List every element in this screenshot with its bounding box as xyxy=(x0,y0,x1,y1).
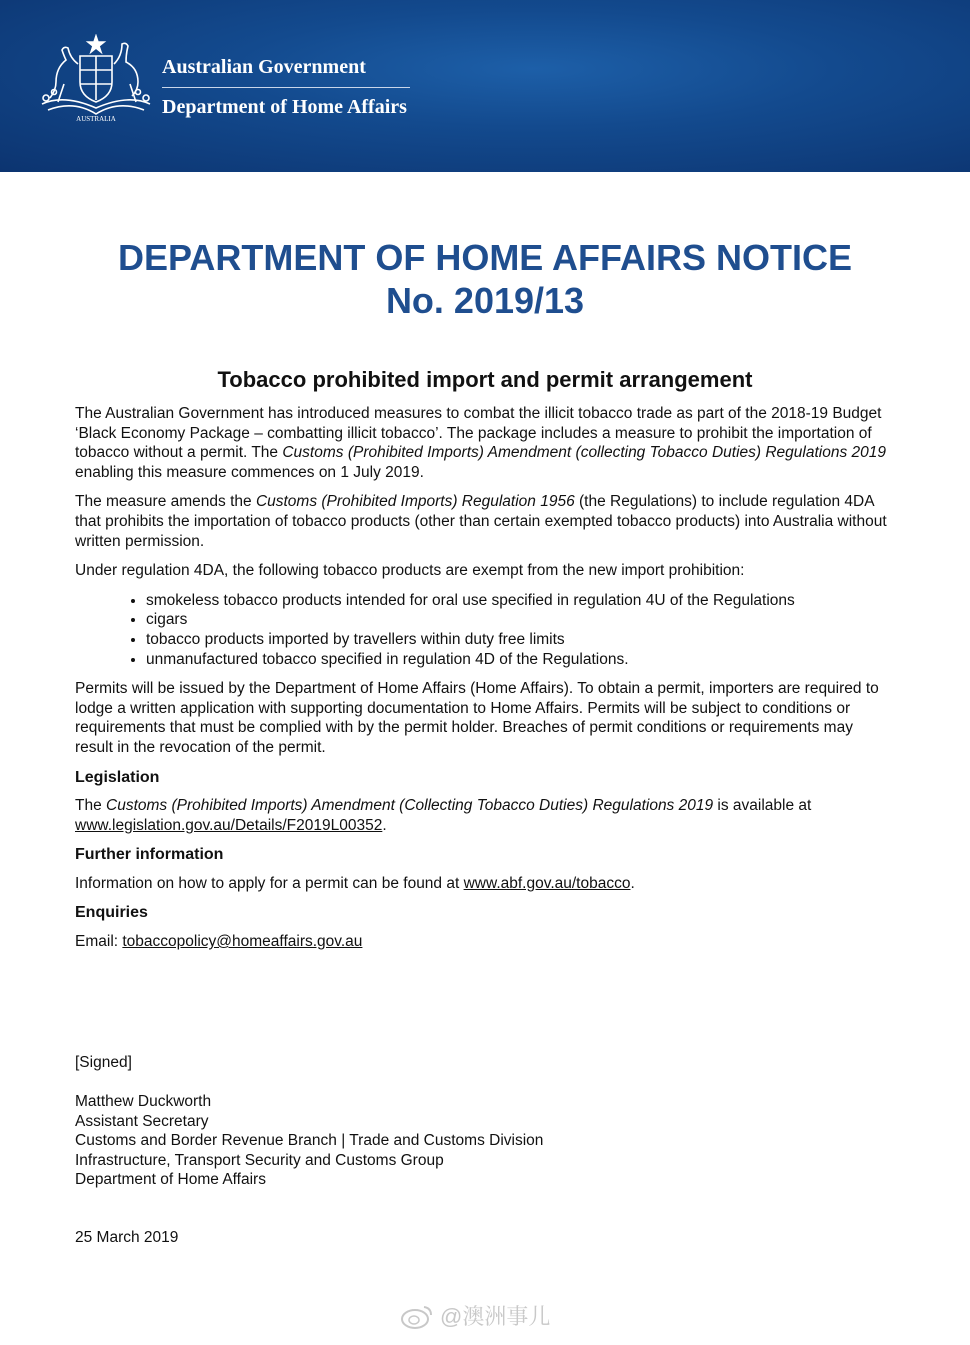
notice-body xyxy=(75,404,895,962)
header-divider xyxy=(162,87,410,88)
legislation-link[interactable]: www.legislation.gov.au/Details/F2019L00352 xyxy=(75,816,383,834)
signatory-name: Matthew Duckworth xyxy=(75,1093,212,1110)
signatory-title: Assistant Secretary xyxy=(75,1112,209,1130)
further-information-heading: Further information xyxy=(75,846,224,864)
signature-block xyxy=(75,1092,543,1190)
watermark xyxy=(400,1300,550,1331)
list-item: • cigars xyxy=(146,610,895,630)
notice-number: No. 2019/13 xyxy=(385,280,585,321)
list-item: • tobacco products imported by travellers within duty free limits xyxy=(146,630,895,650)
notice-subtitle: Tobacco prohibited import and permit arrangement xyxy=(217,367,753,392)
paragraph-measure: The measure amends the Customs (Prohibited Imports) Regulation 1956 (the Regulations) to include regulation 4DA that prohibits the importation of tobacco products (other than certain exempted tobacco products) into Australia without written permission. xyxy=(75,493,887,550)
list-item: • smokeless tobacco products intended for oral use specified in regulation 4U of the Regulations xyxy=(146,591,895,611)
paragraph-further-info: Information on how to apply for a permit can be found at www.abf.gov.au/tobacco. xyxy=(75,874,635,892)
exemptions-list xyxy=(75,591,895,669)
notice-title-line1: DEPARTMENT OF HOME AFFAIRS NOTICE xyxy=(118,237,852,278)
signatory-department: Department of Home Affairs xyxy=(75,1171,266,1189)
email-link[interactable]: tobaccopolicy@homeaffairs.gov.au xyxy=(122,933,363,951)
signed-marker: [Signed] xyxy=(75,1054,132,1071)
paragraph-legislation: The Customs (Prohibited Imports) Amendment (Collecting Tobacco Duties) Regulations 2019 is available at www.legislation.gov.au/Details/F2019L00352. xyxy=(75,797,812,834)
abf-tobacco-link[interactable]: www.abf.gov.au/tobacco xyxy=(463,874,631,892)
coat-of-arms-icon xyxy=(34,34,158,124)
signatory-group: Infrastructure, Transport Security and Customs Group xyxy=(75,1151,444,1169)
signatory-branch: Customs and Border Revenue Branch | Trade and Customs Division xyxy=(75,1132,544,1150)
watermark-text: @澳洲事儿 xyxy=(440,1304,551,1329)
legislation-heading: Legislation xyxy=(75,768,160,786)
notice-title xyxy=(0,236,970,322)
paragraph-permits: Permits will be issued by the Department of Home Affairs (Home Affairs). To obtain a permit, importers are required to lodge a written application with supporting documentation to Home Affairs. Permits will be subject to conditions or requirements that must be complied with by the permit holder. Breaches of permit conditions or requirements may result in the revocation of the permit. xyxy=(75,680,879,756)
enquiries-heading: Enquiries xyxy=(75,904,148,922)
notice-date: 25 March 2019 xyxy=(75,1229,179,1246)
paragraph-email: Email: tobaccopolicy@homeaffairs.gov.au xyxy=(75,933,363,951)
weibo-icon xyxy=(400,1303,434,1329)
paragraph-intro: The Australian Government has introduced measures to combat the illicit tobacco trade as part of the 2018-19 Budget ‘Black Economy Package – combatting illicit tobacco’. The package includes a measure to prohibit the importation of tobacco without a permit. The Customs (Prohibited Imports) Amendment (collecting Tobacco Duties) Regulations 2019 enabling this measure commences on 1 July 2019. xyxy=(75,405,886,481)
government-name: Australian Government xyxy=(162,56,366,78)
department-name: Department of Home Affairs xyxy=(162,96,407,118)
header-banner xyxy=(0,0,970,172)
crest-scroll-text: AUSTRALIA xyxy=(76,115,116,123)
list-item: • unmanufactured tobacco specified in regulation 4D of the Regulations. xyxy=(146,650,895,670)
paragraph-exemptions-intro: Under regulation 4DA, the following tobacco products are exempt from the new import prohibition: xyxy=(75,562,745,580)
